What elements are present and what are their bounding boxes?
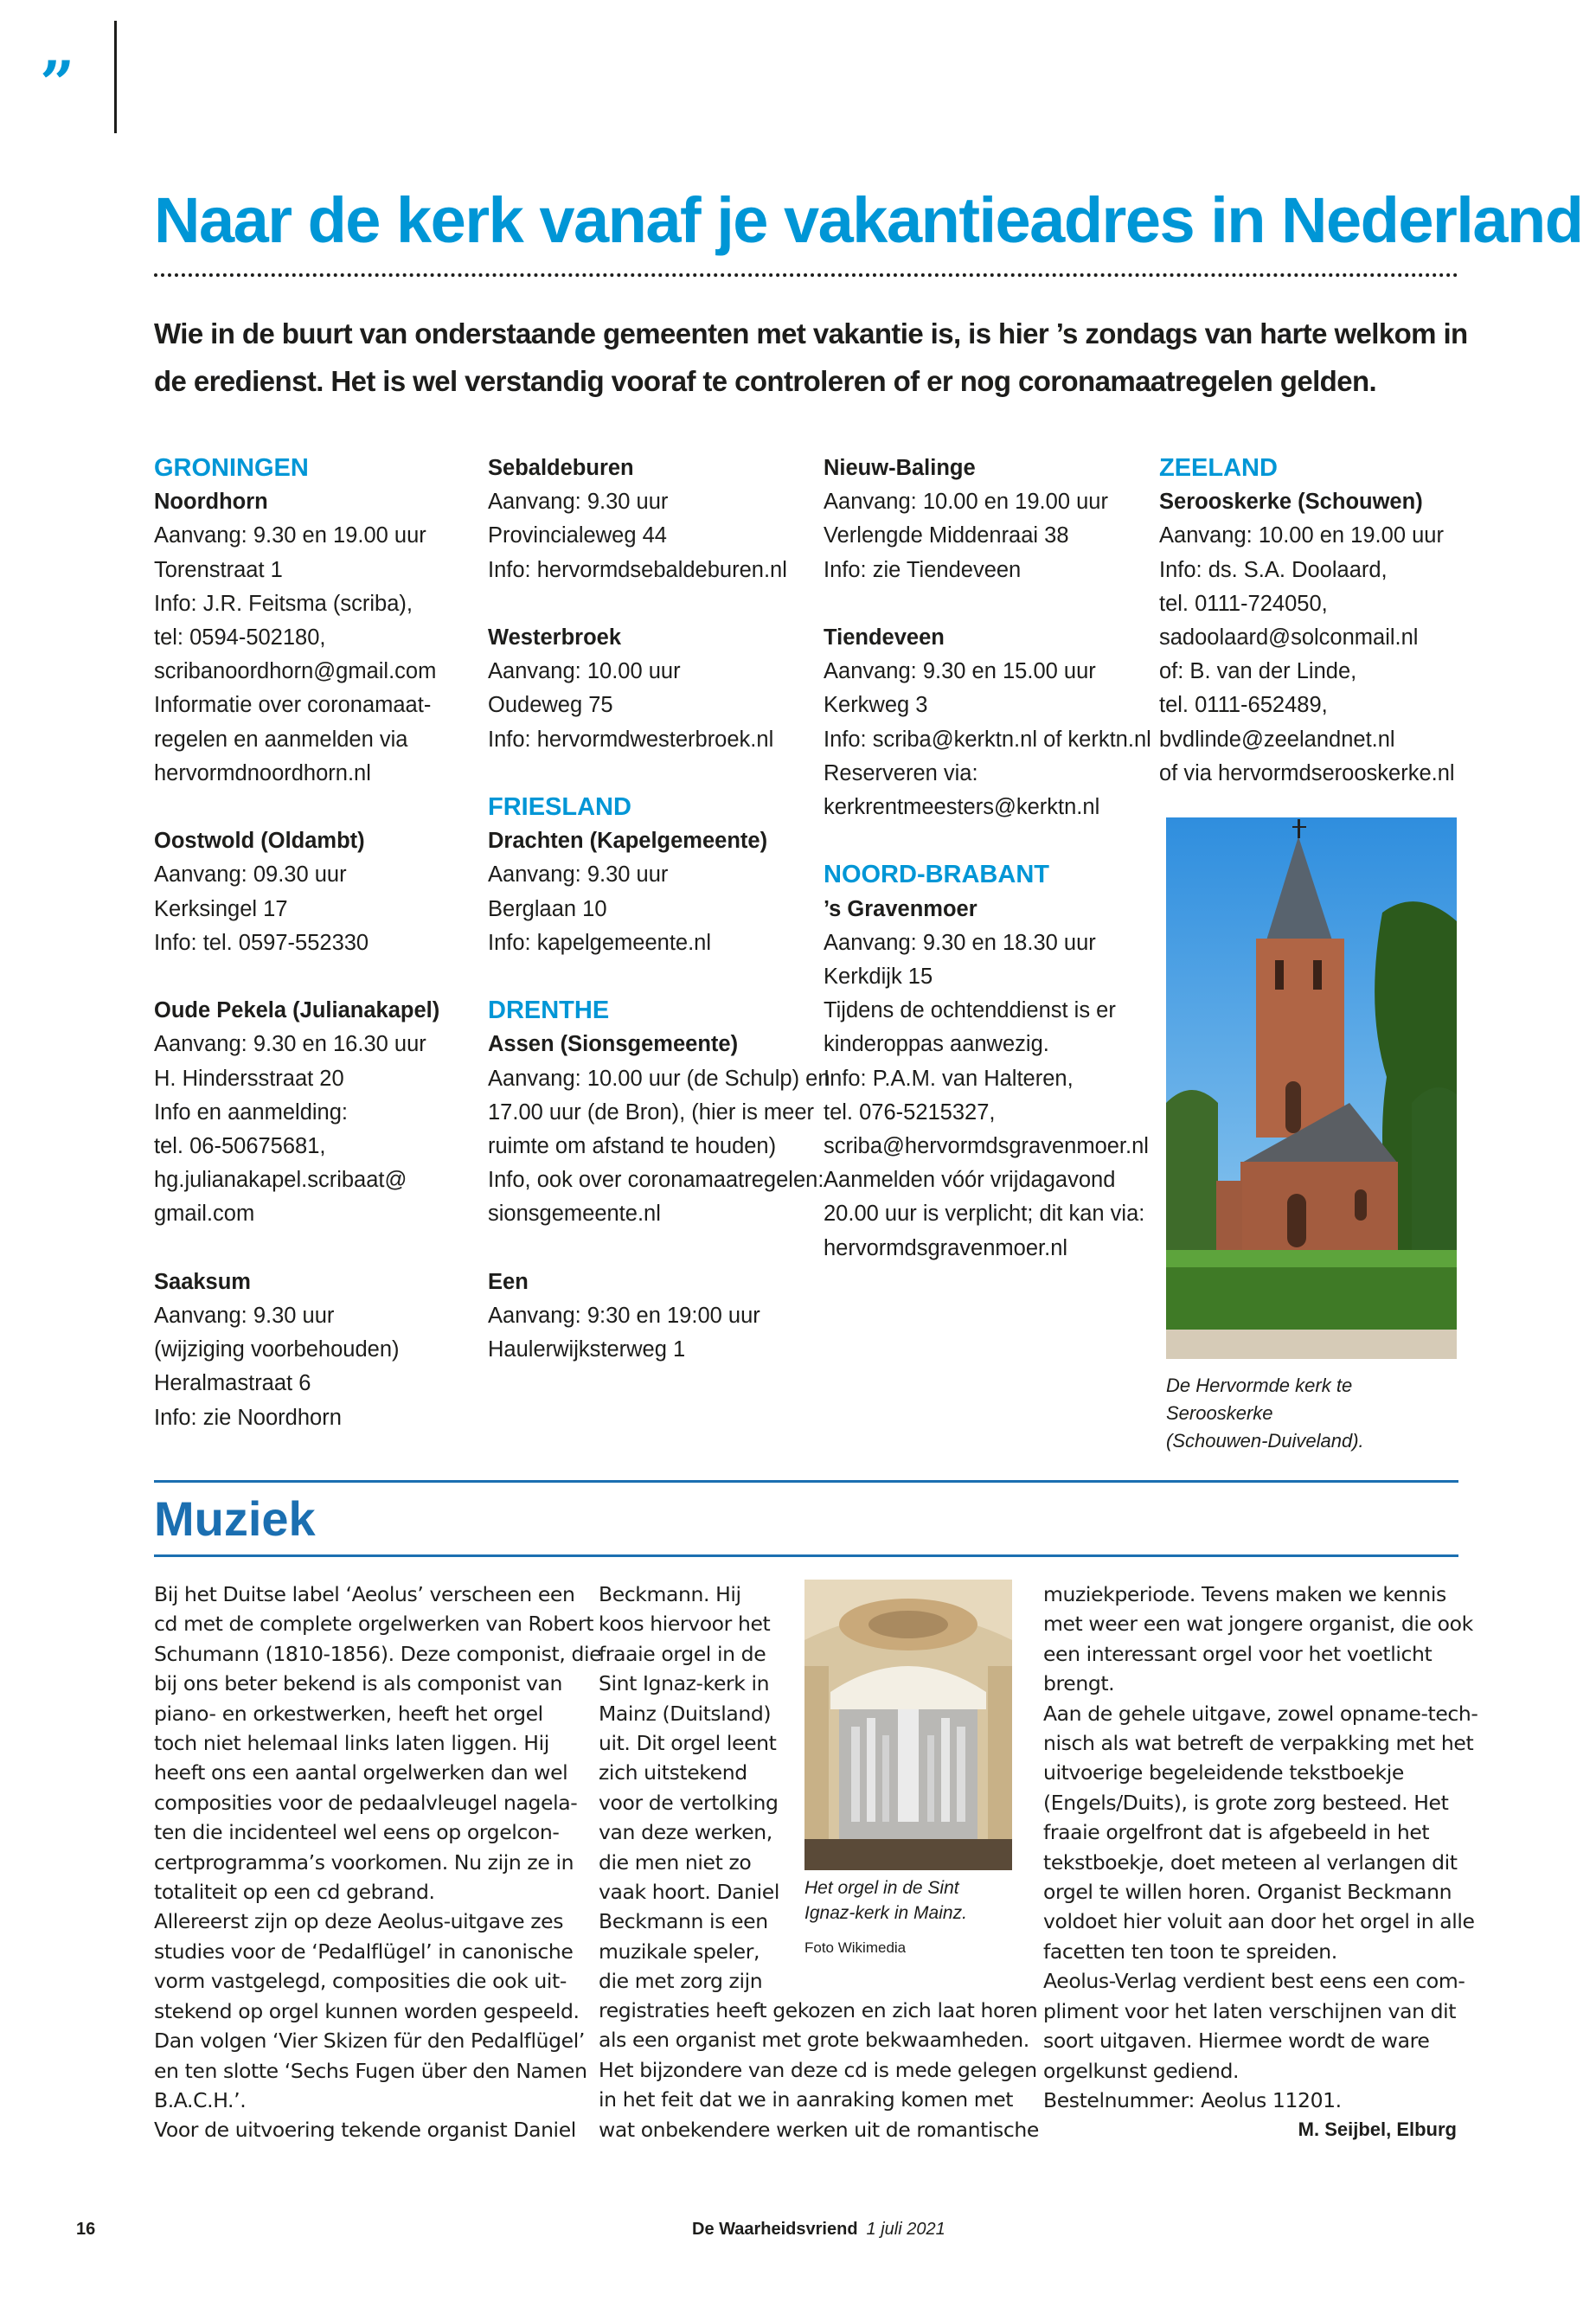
listing-line: Berglaan 10 (488, 896, 607, 921)
church-name: Nieuw-Balinge (824, 456, 976, 480)
listing-line: Verlengde Middenraai 38 (824, 523, 1069, 548)
listing-column-1 (154, 452, 483, 1435)
article-line: Aeolus-Verlag verdient best eens een com- (1043, 1969, 1465, 1994)
caption-line: (Schouwen-Duiveland). (1166, 1430, 1364, 1452)
article-line: voldoet hier voluit aan door het orgel in alle (1043, 1909, 1475, 1934)
article-line: uitvoerige begeleidende tekstboekje (1043, 1760, 1404, 1785)
article-line: vaak hoort. Daniel (599, 1880, 779, 1905)
church-name: Serooskerke (Schouwen) (1159, 490, 1423, 515)
listing-line: Info: hervormdwesterbroek.nl (488, 727, 774, 752)
listing-line: Tijdens de ochtenddienst is er (824, 998, 1116, 1023)
article-line: Allereerst zijn op deze Aeolus-uitgave zes (154, 1909, 564, 1934)
listing-line: hervormdnoordhorn.nl (154, 760, 371, 785)
article-line: koos hiervoor het (599, 1612, 771, 1637)
article-line: een interessant orgel voor het voetlicht (1043, 1641, 1433, 1666)
article-line: B.A.C.H.’. (154, 2087, 247, 2112)
listing-line: Informatie over coronamaat- (154, 693, 432, 718)
article-line: Beckmann is een (599, 1909, 768, 1934)
church-photo (1166, 817, 1457, 1359)
article-line: piano- en orkestwerken, heeft het orgel (154, 1701, 543, 1726)
church-name: Sebaldeburen (488, 456, 634, 480)
region-heading: GRONINGEN (154, 454, 309, 482)
listing-line: 17.00 uur (de Bron), (hier is meer (488, 1099, 814, 1125)
listing-line: Aanvang: 9:30 en 19:00 uur (488, 1304, 760, 1329)
listing-line: Aanvang: 10.00 uur (488, 659, 681, 684)
page-title: Naar de kerk vanaf je vakantieadres in Nederland (154, 184, 1583, 256)
listing-line: Aanvang: 9.30 en 15.00 uur (824, 659, 1096, 684)
article-line: met weer een wat jongere organist, die ook (1043, 1612, 1473, 1637)
spacer (488, 1232, 817, 1266)
article-line: wat onbekendere werken uit de romantische (599, 2117, 1039, 2142)
listing-line: Torenstraat 1 (154, 557, 283, 582)
church-name: Westerbroek (488, 625, 622, 650)
article-column-3 (1043, 1580, 1478, 2115)
listing-line: Info: hervormdsebaldeburen.nl (488, 557, 787, 582)
listing-line: Aanvang: 9.30 uur (488, 490, 669, 515)
listing-line: gmail.com (154, 1202, 255, 1227)
listing-line: of via hervormdserooskerke.nl (1159, 760, 1455, 785)
quote-mark-icon: ” (40, 48, 75, 119)
listing-line: sionsgemeente.nl (488, 1202, 661, 1227)
caption-line: Het orgel in de Sint (804, 1878, 959, 1898)
article-line: Schumann (1810-1856). Deze componist, die (154, 1641, 602, 1666)
listing-line: Info: tel. 0597-552330 (154, 930, 369, 955)
article-column-2-wide (599, 1996, 1039, 2144)
listing-line: Info: scriba@kerktn.nl of kerktn.nl (824, 727, 1151, 752)
article-line: fraaie orgel in de (599, 1641, 766, 1666)
listing-line: Info: ds. S.A. Doolaard, (1159, 557, 1388, 582)
listing-line: Info: kapelgemeente.nl (488, 930, 712, 955)
listing-line: regelen en aanmelden via (154, 727, 408, 752)
listing-line: Aanvang: 9.30 en 19.00 uur (154, 523, 426, 548)
listing-line: Aanvang: 9.30 en 18.30 uur (824, 930, 1096, 955)
listing-line: Haulerwijksterweg 1 (488, 1337, 686, 1362)
article-line: ten die incidenteel wel eens op orgelcon- (154, 1820, 560, 1845)
church-photo-caption (1166, 1372, 1460, 1455)
listing-line: tel. 0111-724050, (1159, 591, 1328, 616)
article-line: uit. Dit orgel leent (599, 1731, 777, 1756)
listing-line: Reserveren via: (824, 760, 978, 785)
article-line: pliment voor het laten verschijnen van dit (1043, 1998, 1457, 2023)
article-line: muzikale speler, (599, 1939, 760, 1964)
footer-magazine (692, 2220, 945, 2240)
listing-line: kinderoppas aanwezig. (824, 1032, 1049, 1057)
church-name: Drachten (Kapelgemeente) (488, 829, 768, 854)
listing-line: Oudeweg 75 (488, 693, 613, 718)
article-line: orgel te willen horen. Organist Beckmann (1043, 1880, 1452, 1905)
listing-line: H. Hindersstraat 20 (154, 1066, 344, 1091)
listing-column-3 (824, 452, 1152, 1266)
listing-line: sadoolaard@solconmail.nl (1159, 625, 1419, 651)
issue-date: 1 juli 2021 (866, 2220, 945, 2239)
church-name: Noordhorn (154, 490, 268, 515)
spacer (824, 824, 1152, 858)
article-line: Bij het Duitse label ‘Aeolus’ verscheen een (154, 1582, 575, 1606)
church-name: ’s Gravenmoer (824, 896, 977, 921)
region-heading: DRENTHE (488, 997, 610, 1025)
article-line: van deze werken, (599, 1820, 772, 1845)
caption-line: Ignaz-kerk in Mainz. (804, 1903, 967, 1923)
spacer (154, 960, 483, 994)
listing-line: Info: zie Tiendeveen (824, 557, 1022, 582)
church-name: Oude Pekela (Julianakapel) (154, 998, 440, 1023)
spacer (488, 587, 817, 621)
author-signature: M. Seijbel, Elburg (1298, 2118, 1457, 2140)
article-line: vorm vastgelegd, composities die ook uit- (154, 1969, 567, 1994)
intro-text: Wie in de buurt van onderstaande gemeenten met vakantie is, is hier ’s zondags van harte welkom in de eredienst. Het is wel verstandig vooraf te controleren of er nog coronamaatregelen gelden. (154, 317, 1468, 397)
article-line: muziekperiode. Tevens maken we kennis (1043, 1582, 1446, 1606)
article-line: studies voor de ‘Pedalflügel’ in canonische (154, 1939, 574, 1964)
article-line: composities voor de pedaalvleugel nagela- (154, 1790, 578, 1815)
article-column-2-narrow (599, 1580, 779, 1997)
spacer (154, 1232, 483, 1266)
listing-column-2 (488, 452, 830, 1367)
listing-line: Info en aanmelding: (154, 1099, 348, 1125)
listing-line: Aanvang: 10.00 en 19.00 uur (824, 490, 1108, 515)
spacer (824, 587, 1152, 621)
article-line: zich uitstekend (599, 1760, 747, 1785)
article-line: toch niet helemaal links laten liggen. Hij (154, 1731, 549, 1756)
listing-line: Provincialeweg 44 (488, 523, 667, 548)
listing-line: kerkrentmeesters@kerktn.nl (824, 795, 1100, 820)
article-line: Sint Ignaz-kerk in (599, 1671, 770, 1696)
church-name: Een (488, 1269, 529, 1294)
article-line: brengt. (1043, 1671, 1115, 1696)
page-number: 16 (76, 2220, 96, 2239)
article-line: Voor de uitvoering tekende organist Daniel (154, 2118, 576, 2143)
article-line: totaliteit op een cd gebrand. (154, 1880, 435, 1905)
listing-line: (wijziging voorbehouden) (154, 1337, 400, 1362)
listing-line: Kerkdijk 15 (824, 965, 933, 990)
listing-line: tel. 076-5215327, (824, 1099, 996, 1125)
organ-photo-caption (804, 1875, 1021, 1926)
caption-line: De Hervormde kerk te Serooskerke (1166, 1375, 1353, 1424)
listing-line: Aanmelden vóór vrijdagavond (824, 1168, 1116, 1193)
listing-line: Kerksingel 17 (154, 896, 288, 921)
article-line: Mainz (Duitsland) (599, 1701, 772, 1726)
title-dotted-divider (154, 273, 1458, 277)
article-line: heeft ons een aantal orgelwerken dan wel (154, 1760, 568, 1785)
spacer (488, 757, 817, 791)
region-heading: ZEELAND (1159, 454, 1278, 482)
article-line: bij ons beter bekend is als componist van (154, 1671, 563, 1696)
listing-line: hg.julianakapel.scribaat@ (154, 1168, 407, 1193)
church-name: Assen (Sionsgemeente) (488, 1032, 739, 1057)
article-line: facetten ten toon te spreiden. (1043, 1939, 1337, 1964)
article-line: in het feit dat we in aanraking komen met (599, 2087, 1014, 2112)
article-line: soort uitgaven. Hiermee wordt de ware (1043, 2029, 1430, 2054)
listing-line: Info: zie Noordhorn (154, 1405, 342, 1430)
section-title-muziek: Muziek (154, 1491, 316, 1546)
article-line: Aan de gehele uitgave, zowel opname-tech- (1043, 1701, 1478, 1726)
church-name: Tiendeveen (824, 625, 945, 650)
region-heading: FRIESLAND (488, 793, 631, 821)
listing-line: hervormdsgravenmoer.nl (824, 1235, 1068, 1260)
listing-line: Aanvang: 9.30 uur (154, 1304, 335, 1329)
region-heading: NOORD-BRABANT (824, 861, 1049, 889)
article-line: certprogramma’s voorkomen. Nu zijn ze in (154, 1849, 574, 1875)
listing-line: tel. 06-50675681, (154, 1134, 326, 1159)
magazine-name: De Waarheidsvriend (692, 2220, 858, 2239)
article-line: die met zorg zijn (599, 1969, 763, 1994)
listing-line: scriba@hervormdsgravenmoer.nl (824, 1134, 1149, 1159)
article-line: orgelkunst gediend. (1043, 2058, 1240, 2083)
article-line: Dan volgen ‘Vier Skizen für den Pedalflügel’ (154, 2029, 585, 2054)
listing-line: Heralmastraat 6 (154, 1371, 311, 1396)
article-column-1 (154, 1580, 601, 2145)
listing-line: tel: 0594-502180, (154, 625, 326, 651)
listing-line: of: B. van der Linde, (1159, 659, 1357, 684)
article-line: Bestelnummer: Aeolus 11201. (1043, 2087, 1342, 2112)
listing-line: scribanoordhorn@gmail.com (154, 659, 437, 684)
article-line: Beckmann. Hij (599, 1582, 741, 1606)
article-line: registraties heeft gekozen en zich laat horen (599, 1998, 1038, 2022)
article-line: als een organist met grote bekwaamheden. (599, 2028, 1029, 2053)
listing-line: tel. 0111-652489, (1159, 693, 1328, 718)
section-rule-top (154, 1480, 1458, 1483)
listing-column-4 (1159, 452, 1488, 791)
article-line: fraaie orgelfront dat is afgebeeld in het (1043, 1820, 1430, 1845)
article-line: die men niet zo (599, 1849, 752, 1875)
listing-line: Kerkweg 3 (824, 693, 928, 718)
article-line: cd met de complete orgelwerken van Robert (154, 1612, 594, 1637)
listing-line: Info: J.R. Feitsma (scriba), (154, 591, 413, 616)
listing-line: Aanvang: 9.30 uur (488, 862, 669, 888)
section-rule-bottom (154, 1554, 1458, 1557)
article-line: stekend op orgel kunnen worden gespeeld. (154, 1998, 580, 2023)
article-line: (Engels/Duits), is grote zorg besteed. Het (1043, 1790, 1449, 1815)
photo-credit: Foto Wikimedia (804, 1939, 907, 1956)
listing-line: Info: P.A.M. van Halteren, (824, 1066, 1074, 1091)
listing-line: 20.00 uur is verplicht; dit kan via: (824, 1202, 1145, 1227)
organ-photo (804, 1580, 1012, 1870)
article-line: Het bijzondere van deze cd is mede gelegen (599, 2057, 1037, 2082)
listing-line: Aanvang: 10.00 en 19.00 uur (1159, 523, 1444, 548)
article-line: nisch als wat betreft de verpakking met het (1043, 1731, 1474, 1756)
listing-line: Info, ook over coronamaatregelen: (488, 1168, 824, 1193)
church-name: Oostwold (Oldambt) (154, 829, 365, 854)
spacer (488, 960, 817, 994)
spacer (154, 791, 483, 824)
church-name: Saaksum (154, 1269, 251, 1294)
listing-line: ruimte om afstand te houden) (488, 1134, 777, 1159)
margin-rule (114, 21, 117, 133)
article-line: voor de vertolking (599, 1790, 779, 1815)
article-line: en ten slotte ‘Sechs Fugen über den Namen (154, 2058, 587, 2083)
listing-line: Aanvang: 9.30 en 16.30 uur (154, 1032, 426, 1057)
listing-line: Aanvang: 10.00 uur (de Schulp) en (488, 1066, 830, 1091)
article-line: tekstboekje, doet meteen al verlangen dit (1043, 1849, 1458, 1875)
listing-line: Aanvang: 09.30 uur (154, 862, 347, 888)
listing-line: bvdlinde@zeelandnet.nl (1159, 727, 1395, 752)
